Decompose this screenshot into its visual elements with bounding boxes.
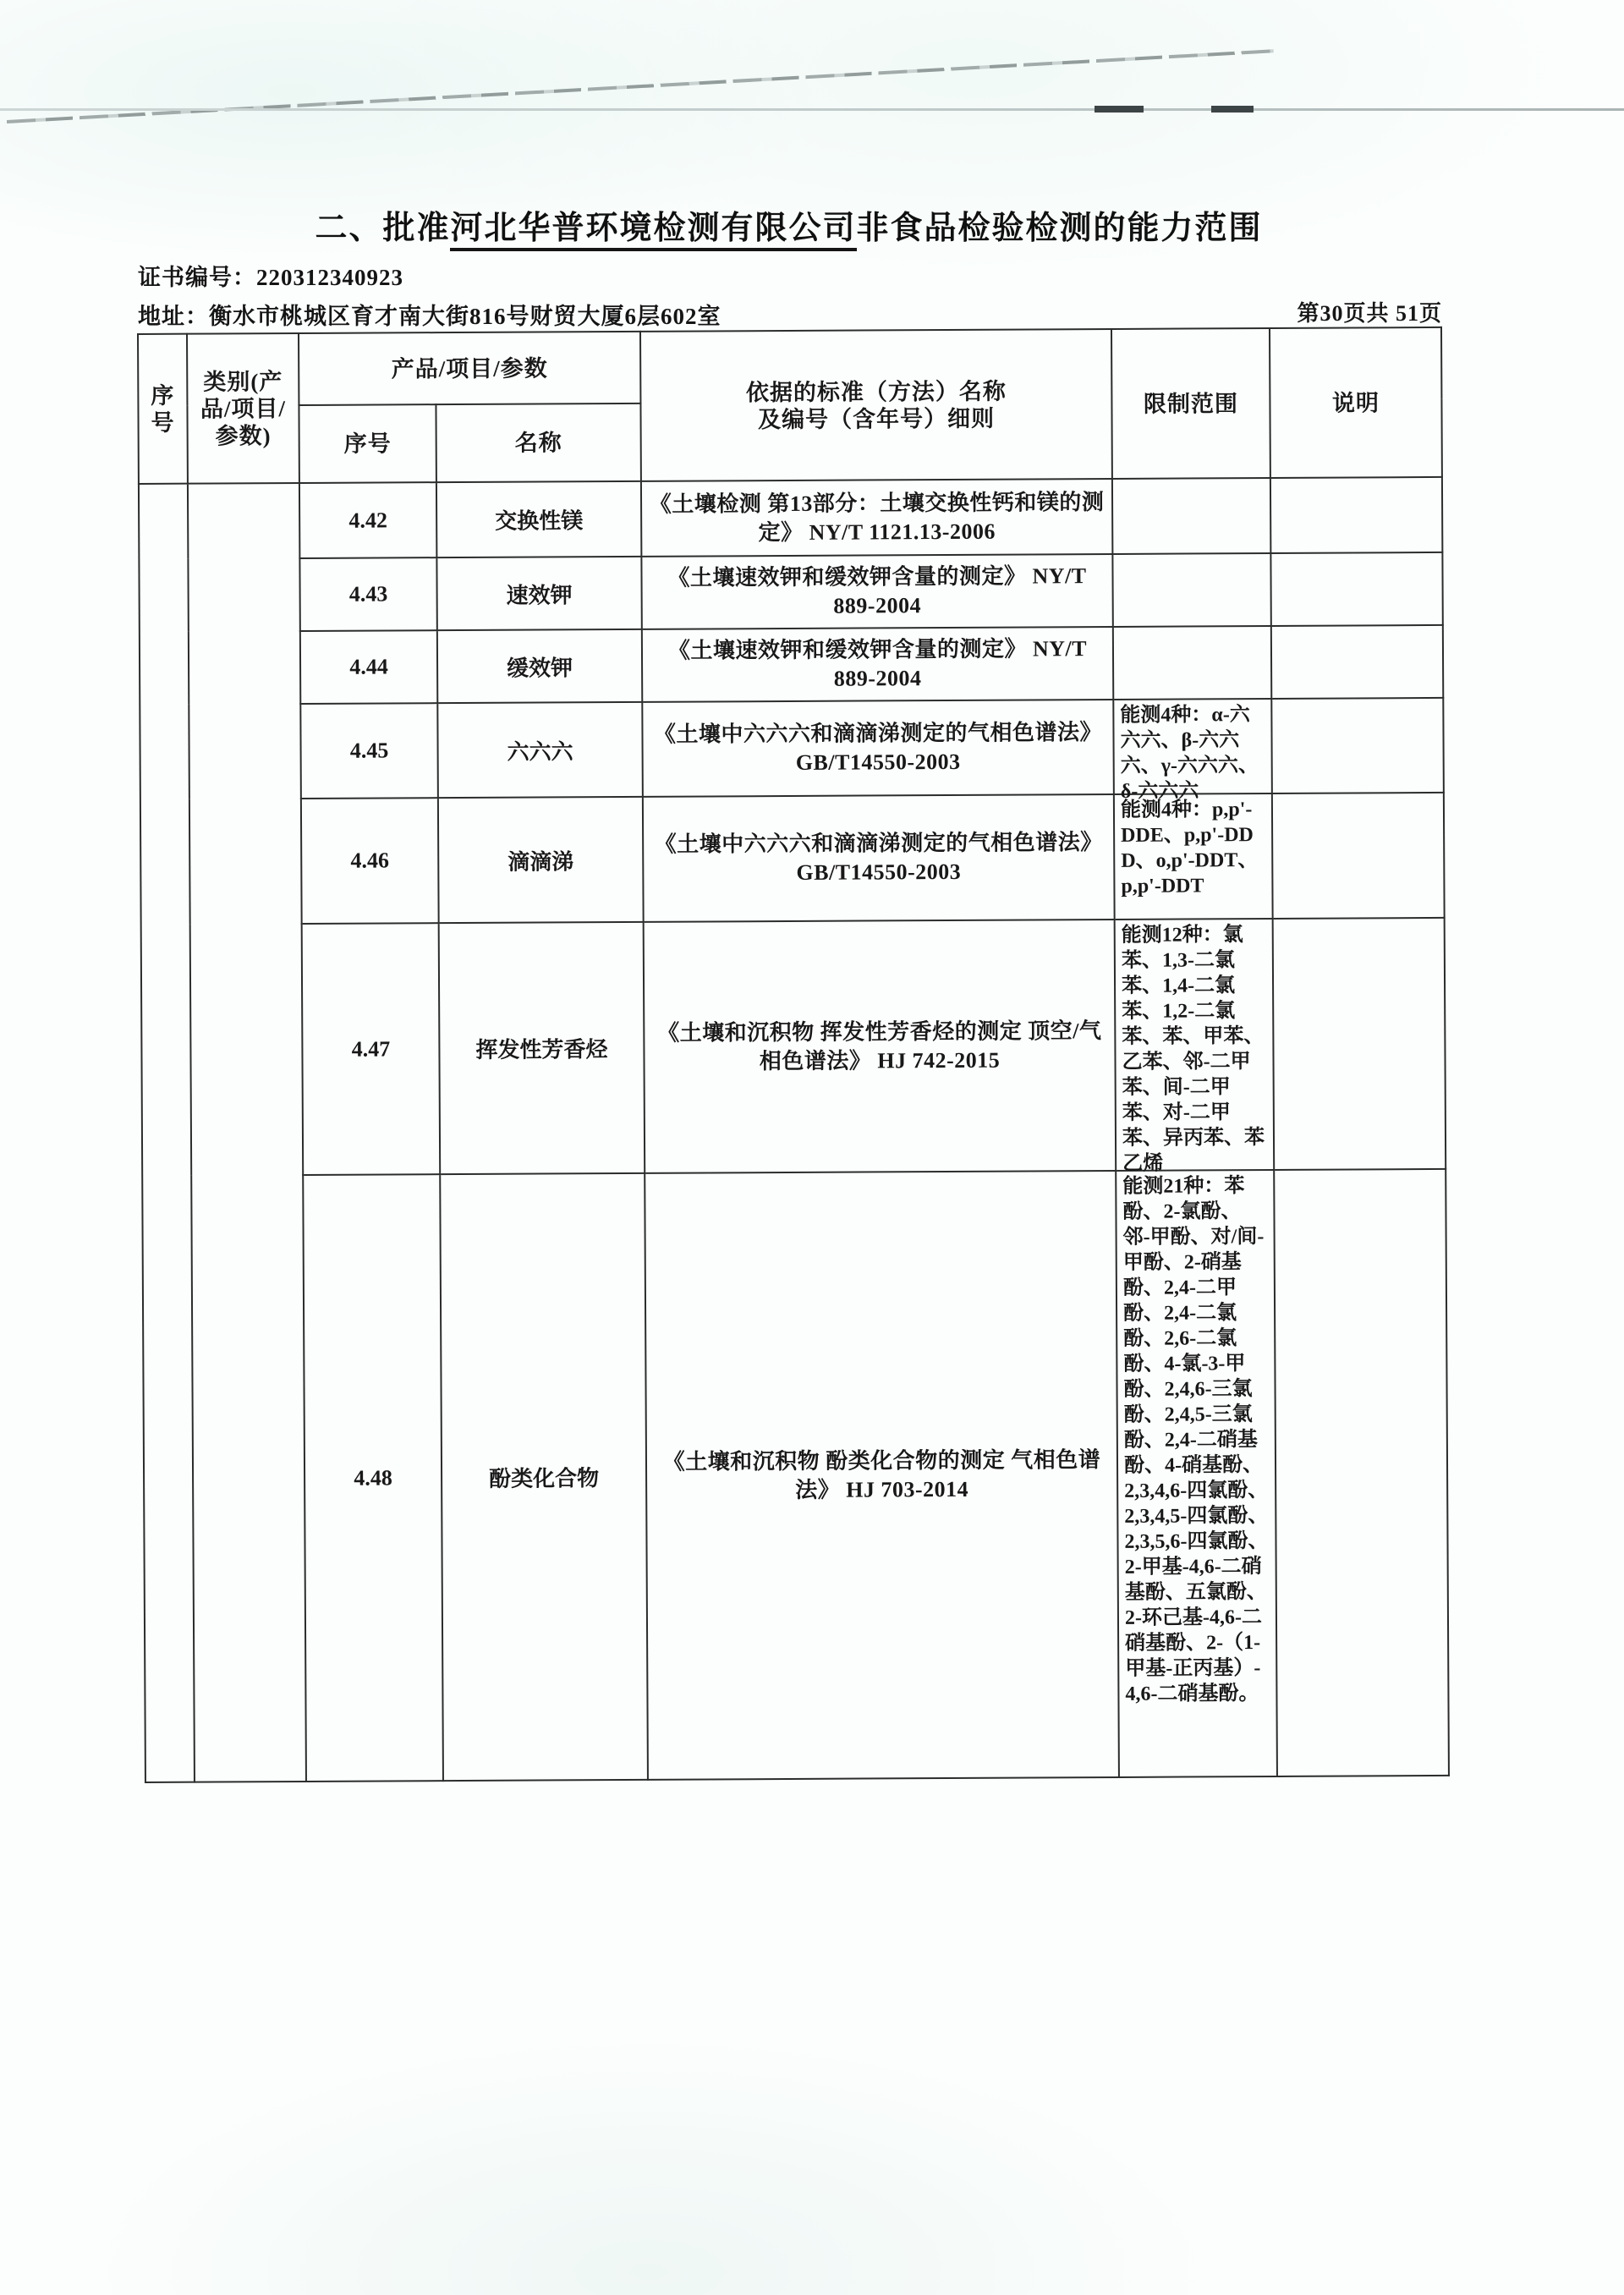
- row-limit-cell: [1113, 699, 1272, 803]
- limit-text: 能测4种：p,p'-DDE、p,p'-DDD、o,p'-DDT、p,p'-DDT: [1120, 799, 1259, 898]
- capability-table: [137, 327, 1450, 1783]
- merged-category-column-cell: [188, 483, 306, 1782]
- row-name-cell: 六六六: [437, 702, 643, 798]
- table-row: [140, 793, 1445, 925]
- row-serial-cell: 4.46: [301, 798, 439, 924]
- limit-text: [1119, 481, 1264, 482]
- merged-serial-column-cell: [139, 484, 195, 1782]
- row-name-cell: 挥发性芳香烃: [439, 922, 645, 1174]
- header-product-group-cell: 产品/项目/参数: [299, 332, 640, 405]
- scan-artifact-line: [7, 49, 1274, 124]
- header-standard-line2: 及编号（含年号）细则: [757, 405, 996, 432]
- row-standard-cell: 《土壤中六六六和滴滴涕测定的气相色谱法》 GB/T14550-2003: [642, 700, 1114, 797]
- table-row: [140, 625, 1443, 705]
- row-note-cell: [1273, 918, 1446, 1170]
- row-note-cell: [1271, 625, 1443, 699]
- row-serial-cell: 4.44: [300, 630, 437, 704]
- row-serial-cell: 4.45: [300, 703, 438, 799]
- header-standard-cell: [640, 329, 1112, 481]
- row-name-cell: 交换性镁: [436, 481, 641, 557]
- row-limit-cell: [1115, 919, 1275, 1175]
- row-serial-cell: 4.43: [299, 557, 436, 631]
- row-standard-cell: 《土壤检测 第13部分：土壤交换性钙和镁的测定》 NY/T 1121.13-2006: [641, 479, 1112, 557]
- row-name-cell: 酚类化合物: [440, 1173, 648, 1781]
- row-name-cell: 速效钾: [436, 557, 641, 630]
- limit-text: 能测21种：苯酚、2-氯酚、邻-甲酚、对/间-甲酚、2-硝基酚、2,4-二甲酚、2,4-二氯酚、2,6-二氯酚、4-氯-3-甲酚、2,4,6-三氯酚、2,4,5-三氯酚、2,4-二硝基酚、4-硝基酚、2,3,4,6-四氯酚、2,3,4,5-四氯酚、2,3,5,6-四氯酚、2-甲基-4,6-二硝基酚、五氯酚、2-环己基-4,6-二硝基酚、2-（1-甲基-正丙基）-4,6-二硝基酚。: [1122, 1175, 1269, 1705]
- table-row: [139, 477, 1442, 559]
- row-standard-cell: 《土壤速效钾和缓效钾含量的测定》 NY/T 889-2004: [642, 627, 1113, 702]
- row-limit-cell: [1112, 553, 1270, 627]
- limit-text: 能测12种：氯苯、1,3-二氯苯、1,4-二氯苯、1,2-二氯苯、苯、甲苯、乙苯、邻-二甲苯、间-二甲苯、对-二甲苯、异丙苯、苯乙烯: [1121, 924, 1265, 1175]
- certificate-number-line: [138, 259, 403, 292]
- page-indicator: 第30页共 51页: [1297, 301, 1442, 326]
- row-name-cell: 缓效钾: [437, 629, 642, 703]
- scan-artifact-dash: [1211, 106, 1254, 113]
- row-limit-cell: [1112, 478, 1270, 554]
- row-note-cell: [1274, 1169, 1449, 1776]
- row-note-cell: [1272, 793, 1445, 919]
- row-limit-cell: [1116, 1170, 1277, 1777]
- row-standard-cell: 《土壤速效钾和缓效钾含量的测定》 NY/T 889-2004: [641, 554, 1112, 629]
- row-serial-cell: 4.42: [299, 482, 436, 558]
- title-suffix: 非食品检验检测的能力范围: [856, 211, 1263, 246]
- row-standard-cell: 《土壤中六六六和滴滴涕测定的气相色谱法》 GB/T14550-2003: [643, 794, 1115, 922]
- certificate-number-value: 220312340923: [256, 265, 403, 290]
- limit-text: 能测4种：α-六六六、β-六六六、γ-六六六、δ-六六六: [1120, 704, 1259, 803]
- header-sub-serial-cell: 序号: [299, 404, 436, 483]
- header-limit-cell: 限制范围: [1111, 328, 1270, 479]
- table-row: [140, 698, 1444, 799]
- table-row: [142, 1169, 1449, 1782]
- row-limit-cell: [1114, 793, 1273, 920]
- scan-artifact-dash: [1095, 106, 1144, 113]
- certificate-number-label: 证书编号：: [138, 265, 256, 290]
- address-line: [138, 298, 721, 331]
- limit-text: [1120, 629, 1265, 630]
- row-note-cell: [1270, 552, 1442, 626]
- page-title: [137, 201, 1440, 248]
- row-standard-cell: 《土壤和沉积物 挥发性芳香烃的测定 顶空/气相色谱法》 HJ 742-2015: [644, 920, 1116, 1173]
- table-row: [141, 918, 1446, 1176]
- address-label: 地址：: [138, 304, 209, 329]
- table-row: [139, 552, 1442, 632]
- row-serial-cell: 4.48: [303, 1174, 443, 1782]
- address-value: 衡水市桃城区育才南大街816号财贸大厦6层602室: [209, 304, 721, 329]
- scan-artifact-line: [0, 108, 1624, 111]
- row-serial-cell: 4.47: [302, 923, 441, 1175]
- header-note-cell: 说明: [1270, 327, 1442, 478]
- row-name-cell: 滴滴涕: [438, 797, 644, 923]
- row-note-cell: [1271, 698, 1444, 793]
- header-category-cell: 类别(产品/项目/参数): [187, 333, 299, 484]
- row-standard-cell: 《土壤和沉积物 酚类化合物的测定 气相色谱法》 HJ 703-2014: [645, 1171, 1119, 1780]
- header-serial-cell: 序号: [138, 334, 188, 484]
- header-standard-line1: 依据的标准（方法）名称: [745, 378, 1007, 405]
- title-prefix: 二、批准: [315, 211, 451, 246]
- header-sub-name-cell: 名称: [436, 404, 640, 482]
- company-name-underlined: 河北华普环境检测有限公司: [450, 211, 856, 251]
- row-note-cell: [1270, 477, 1442, 553]
- row-limit-cell: [1113, 626, 1271, 700]
